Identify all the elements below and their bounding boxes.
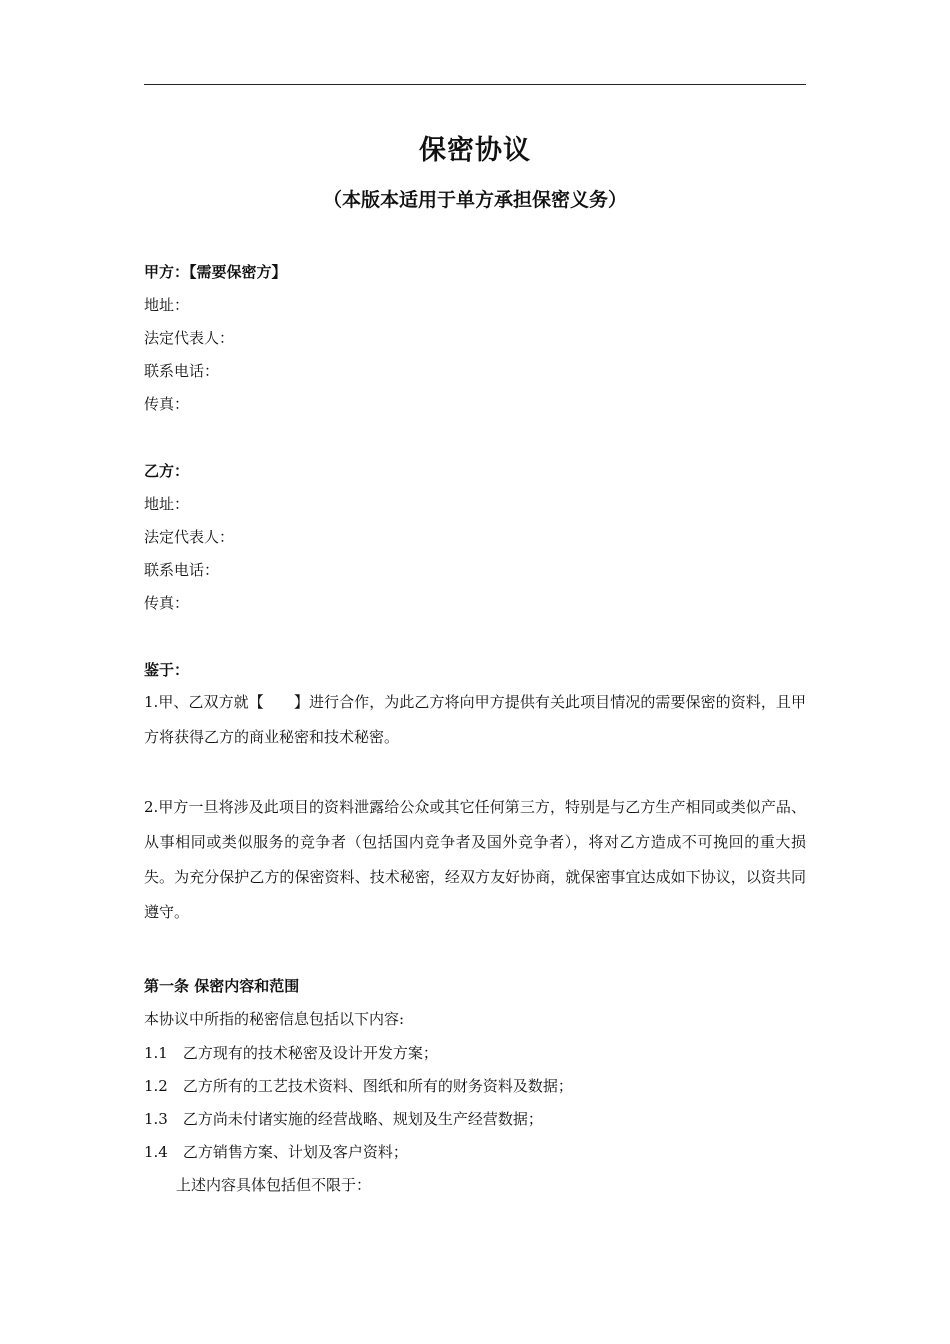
article-1-intro: 本协议中所指的秘密信息包括以下内容: <box>144 1010 405 1028</box>
whereas-heading: 鉴于： <box>144 661 190 679</box>
article-1-tail: 上述内容具体包括但不限于： <box>176 1176 372 1194</box>
party-a-address: 地址： <box>144 296 190 314</box>
party-b-legal-rep: 法定代表人： <box>144 528 235 546</box>
whereas-paragraph-1: 1.甲、乙双方就【 】进行合作，为此乙方将向甲方提供有关此项目情况的需要保密的资料，且甲方将获得乙方的商业秘密和技术秘密。 <box>144 693 806 746</box>
article-1-item: 1.2 乙方所有的工艺技术资料、图纸和所有的财务资料及数据； <box>144 1077 573 1095</box>
party-a-phone: 联系电话： <box>144 362 220 380</box>
party-b-phone: 联系电话： <box>144 561 220 579</box>
article-1-item: 1.1 乙方现有的技术秘密及设计开发方案； <box>144 1044 438 1062</box>
article-1-item: 1.3 乙方尚未付诸实施的经营战略、规划及生产经营数据； <box>144 1110 543 1128</box>
document-title: 保密协议 <box>419 135 531 166</box>
header-rule <box>144 84 806 85</box>
article-1-heading: 第一条 保密内容和范围 <box>144 977 300 995</box>
party-a-fax: 传真： <box>144 395 190 413</box>
party-b-heading: 乙方： <box>144 462 190 480</box>
party-b-address: 地址： <box>144 495 190 513</box>
party-a-legal-rep: 法定代表人： <box>144 329 235 347</box>
party-b-fax: 传真： <box>144 594 190 612</box>
article-1-item: 1.4 乙方销售方案、计划及客户资料； <box>144 1143 408 1161</box>
party-a-heading: 甲方：【需要保密方】 <box>144 263 287 281</box>
document-subtitle: （本版本适用于单方承担保密义务） <box>322 189 627 211</box>
whereas-paragraph-2: 2.甲方一旦将涉及此项目的资料泄露给公众或其它任何第三方，特别是与乙方生产相同或类似产品、从事相同或类似服务的竞争者（包括国内竞争者及国外竞争者），将对乙方造成不可挽回的重大损失。为充分保护乙方的保密资料、技术秘密，经双方友好协商，就保密事宜达成如下协议，以资共同遵守。 <box>144 798 806 921</box>
